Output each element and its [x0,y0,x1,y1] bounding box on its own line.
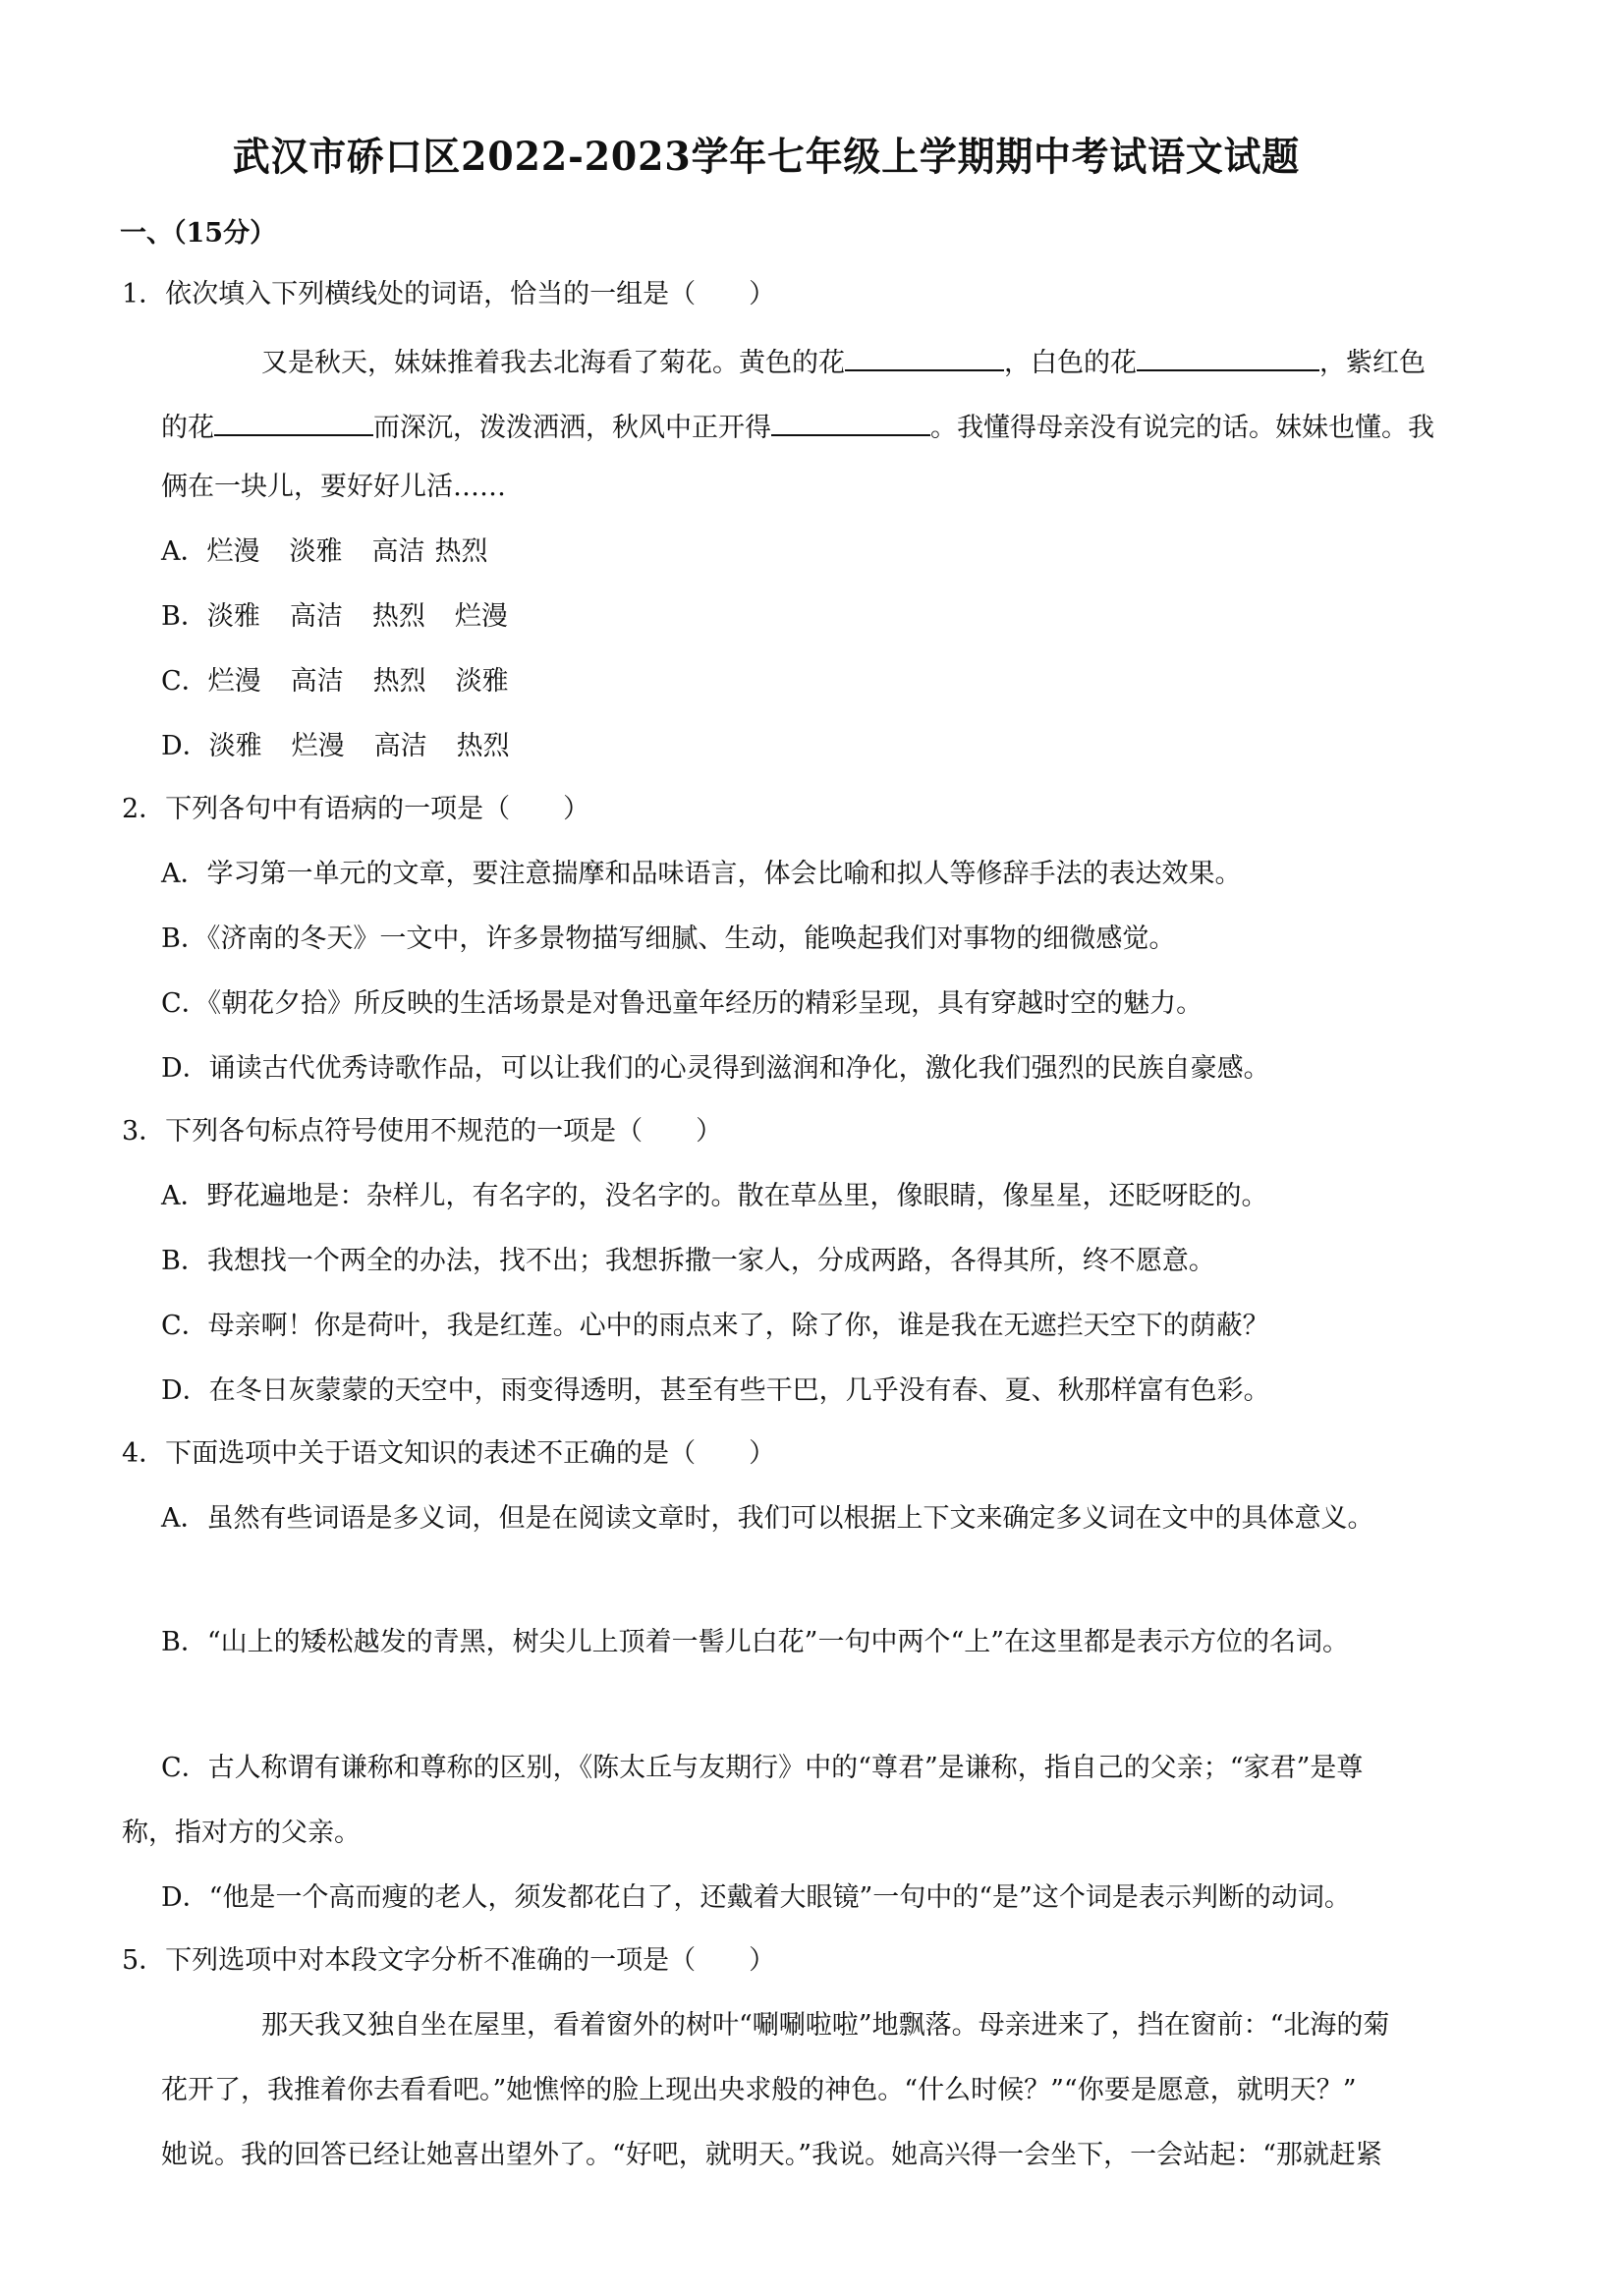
option-word: 淡雅 [455,666,509,697]
option-word: 烂漫 [207,666,261,697]
exam-title: 武汉市硚口区2022-2023学年七年级上学期期中考试语文试题 [232,134,1301,180]
option-word: 热烈 [456,731,510,761]
option-word: 高洁 [290,666,344,697]
q5-passage-line-2: 花开了，我推着你去看看吧。”她憔悴的脸上现出央求般的神色。“什么时候？”“你要是愿意，就明天？” [161,2075,1357,2105]
q1-option-b [161,603,537,630]
option-label: C． [161,666,208,697]
fill-blank-3 [214,411,373,436]
q4-option-d: D．“他是一个高而瘦的老人，须发都花白了，还戴着大眼镜”一句中的“是”这个词是表示判断的动词。 [161,1882,1351,1913]
q1-passage-text: 而深沉，泼泼洒洒，秋风中正开得 [373,413,771,443]
option-word: 烂漫 [454,601,508,632]
q5-passage-line-1: 那天我又独自坐在屋里，看着窗外的树叶“唰唰啦啦”地飘落。母亲进来了，挡在窗前：“北海的菊 [261,2010,1390,2041]
q2-option-c: C．《朝花夕拾》所反映的生活场景是对鲁迅童年经历的精彩呈现，具有穿越时空的魅力。 [161,988,1203,1019]
q3-option-b: B．我想找一个两全的办法，找不出；我想拆撒一家人，分成两路，各得其所，终不愿意。 [161,1246,1215,1276]
q1-passage-text: 又是秋天，妹妹推着我去北海看了菊花。黄色的花 [261,348,845,378]
q3-option-a: A．野花遍地是：杂样儿，有名字的，没名字的。散在草丛里，像眼睛，像星星，还眨呀眨的。 [161,1181,1268,1211]
q1-option-c [161,668,538,695]
option-word: 淡雅 [289,536,343,567]
q4-stem: 4．下面选项中关于语文知识的表述不正确的是（ ） [122,1438,776,1469]
q1-passage-text: ，白色的花 [1004,348,1137,378]
q3-option-d: D．在冬日灰蒙蒙的天空中，雨变得透明，甚至有些干巴，几乎没有春、夏、秋那样富有色彩。 [161,1375,1270,1406]
option-word: 淡雅 [206,601,260,632]
q5-passage-line-3: 她说。我的回答已经让她喜出望外了。“好吧，就明天。”我说。她高兴得一会坐下，一会站起：“那就赶紧 [161,2140,1382,2170]
option-label: A． [161,536,207,567]
option-label: B． [161,601,207,632]
q1-stem: 1．依次填入下列横线处的词语，恰当的一组是（ ） [122,279,776,309]
q5-stem: 5．下列选项中对本段文字分析不准确的一项是（ ） [122,1945,776,1976]
option-word: 热烈 [371,601,425,632]
fill-blank-2 [1137,346,1319,371]
q1-passage-line-3: 俩在一块儿，要好好儿活…… [161,472,506,502]
q1-passage-text: 。我懂得母亲没有说完的话。妹妹也懂。我 [930,413,1434,443]
option-word: 高洁 [371,536,425,567]
q3-option-c: C．母亲啊！你是荷叶，我是红莲。心中的雨点来了，除了你，谁是我在无遮拦天空下的荫蔽？ [161,1311,1269,1341]
option-word: 烂漫 [291,731,345,761]
section-heading: 一、（15分） [120,218,277,249]
q3-stem: 3．下列各句标点符号使用不规范的一项是（ ） [122,1116,723,1147]
q1-passage-line-1 [261,346,1426,376]
q2-option-a: A．学习第一单元的文章，要注意揣摩和品味语言，体会比喻和拟人等修辞手法的表达效果。 [161,859,1242,889]
q2-stem: 2．下列各句中有语病的一项是（ ） [122,794,590,824]
option-word: 淡雅 [208,731,262,761]
q1-option-d [161,733,539,759]
option-word: 热烈 [434,536,488,567]
q4-option-a: A．虽然有些词语是多义词，但是在阅读文章时，我们可以根据上下文来确定多义词在文中的具体意义。 [161,1503,1374,1534]
q1-passage-text: ，紫红色 [1319,348,1426,378]
q2-option-b: B．《济南的冬天》一文中，许多景物描写细腻、生动，能唤起我们对事物的细微感觉。 [161,924,1176,954]
q4-option-c-line-1: C．古人称谓有谦称和尊称的区别，《陈太丘与友期行》中的“尊君”是谦称，指自己的父亲；“家君”是尊 [161,1753,1364,1783]
option-word: 高洁 [373,731,427,761]
fill-blank-4 [771,411,930,436]
q2-option-d: D．诵读古代优秀诗歌作品，可以让我们的心灵得到滋润和净化，激化我们强烈的民族自豪感。 [161,1053,1270,1084]
q4-option-b: B．“山上的矮松越发的青黑，树尖儿上顶着一髻儿白花”一句中两个“上”在这里都是表示方位的名词。 [161,1627,1350,1657]
q1-option-a [161,538,518,565]
option-word: 热烈 [372,666,426,697]
option-word: 烂漫 [206,536,260,567]
q4-option-c-line-2: 称，指对方的父亲。 [122,1818,361,1848]
fill-blank-1 [845,346,1004,371]
q1-passage-text: 的花 [161,413,214,443]
option-word: 高洁 [289,601,343,632]
option-label: D． [161,731,209,761]
q1-passage-line-2 [161,411,1434,441]
